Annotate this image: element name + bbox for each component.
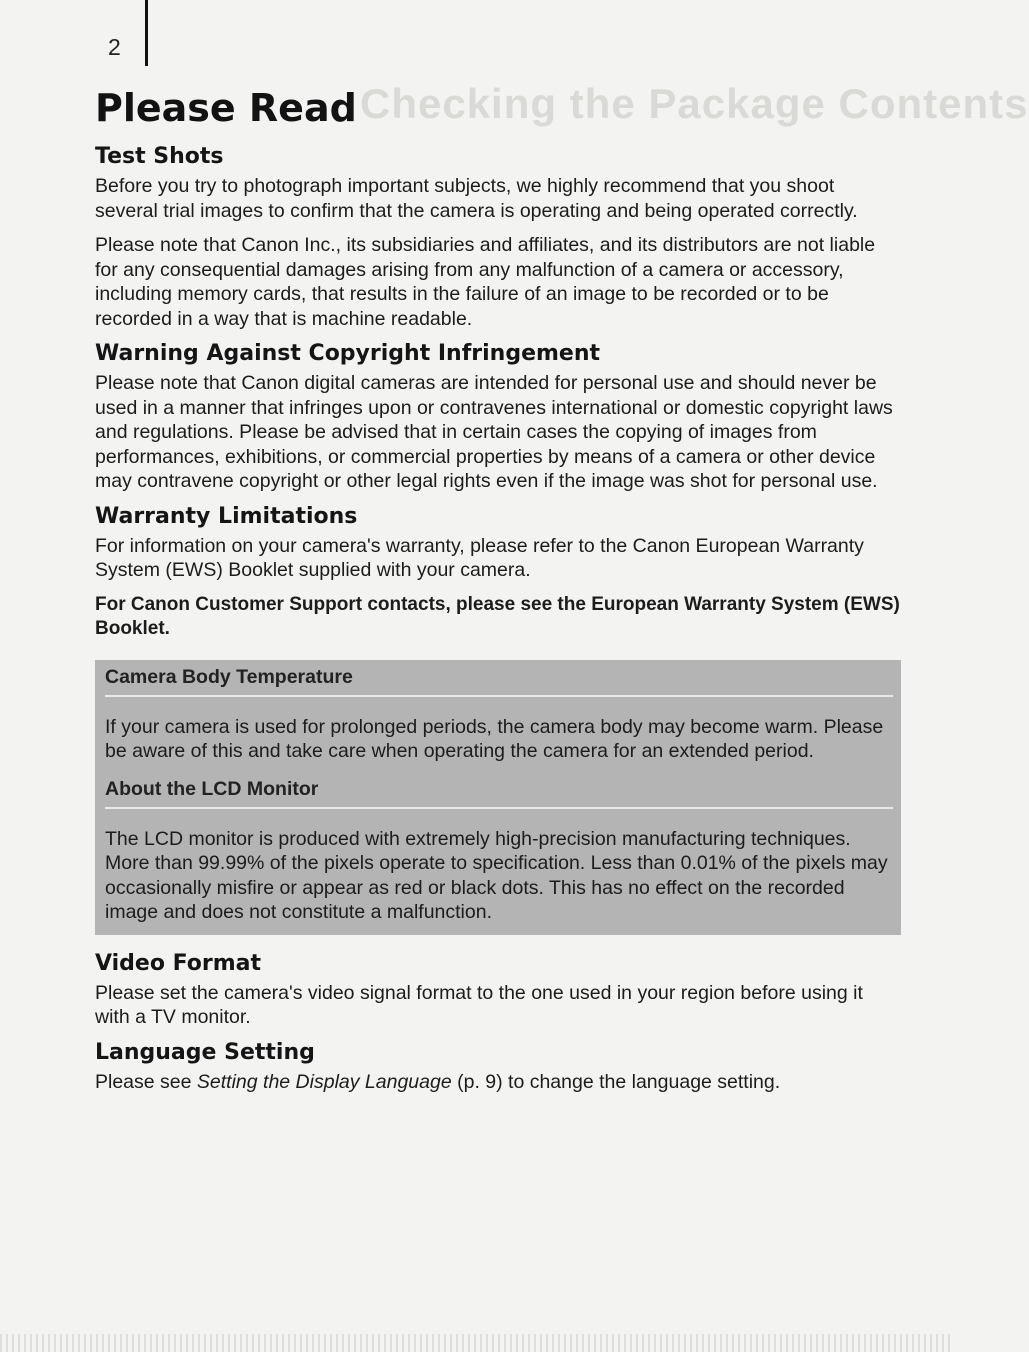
section-heading-test-shots: Test Shots <box>95 144 224 169</box>
page-number: 2 <box>108 34 121 60</box>
text-run: (p. 9) to change the language setting. <box>451 1070 781 1093</box>
page-content <box>95 144 901 1104</box>
notice-divider <box>105 695 893 697</box>
support-contact-note: For Canon Customer Support contacts, please see the European Warranty System (EWS) Booklet. <box>95 593 900 639</box>
bleed-through-heading: Checking the Package Contents <box>360 80 1029 127</box>
paragraph: Please note that Canon Inc., its subsidiaries and affiliates, and its distributors are not liable for any consequential damages arising from any malfunction of a camera or accessory, including memory cards, that results in the failure of an image to be recorded or to be recorded in a way that is machine readable. <box>95 234 876 330</box>
section-heading-copyright: Warning Against Copyright Infringement <box>95 341 601 366</box>
section-heading-warranty: Warranty Limitations <box>95 503 358 529</box>
section-video-format <box>95 951 901 1030</box>
paragraph: Please note that Canon digital cameras are intended for personal use and should never be used in a manner that infringes upon or contravenes international or domestic copyright laws and regulations. Please be advised that in certain cases the copying of images from performances, exhibitions, or commercial properties by means of a camera or other device may contravene copyright or other legal rights even if the image was shot for personal use. <box>95 372 893 492</box>
notice-text-lcd: The LCD monitor is produced with extremely high-precision manufacturing techniques. More than 99.99% of the pixels operate to specification. Less than 0.01% of the pixels may occasionally misfire or appear as red or black dots. This has no effect on the recorded image and does not constitute a malfunction. <box>105 827 888 923</box>
section-copyright <box>95 341 901 494</box>
paragraph: Please set the camera's video signal format to the one used in your region before using it with a TV monitor. <box>95 981 863 1028</box>
paragraph-language <box>95 1070 901 1095</box>
section-warranty <box>95 504 901 642</box>
paragraph: Before you try to photograph important subjects, we highly recommend that you shoot several trial images to confirm that the camera is operating and being operated correctly. <box>95 175 858 222</box>
page-title: Please Read <box>95 86 357 130</box>
notice-heading-lcd: About the LCD Monitor <box>105 777 319 800</box>
notice-text-temperature: If your camera is used for prolonged periods, the camera body may become warm. Please be aware of this and take care when operating the camera for an extended period. <box>105 715 884 762</box>
section-language <box>95 1040 901 1095</box>
scan-edge <box>0 1334 954 1352</box>
paragraph: For information on your camera's warranty, please refer to the Canon European Warranty System (EWS) Booklet supplied with your camera. <box>95 534 864 581</box>
notice-heading-temperature: Camera Body Temperature <box>105 665 353 688</box>
section-test-shots <box>95 144 901 331</box>
cross-reference: Setting the Display Language <box>196 1070 452 1093</box>
section-heading-language: Language Setting <box>95 1039 315 1065</box>
text-run: Please see <box>95 1070 197 1093</box>
page-number-rule <box>145 0 148 66</box>
notice-divider <box>105 807 893 809</box>
section-heading-video-format: Video Format <box>95 950 262 976</box>
notice-box <box>95 660 901 935</box>
